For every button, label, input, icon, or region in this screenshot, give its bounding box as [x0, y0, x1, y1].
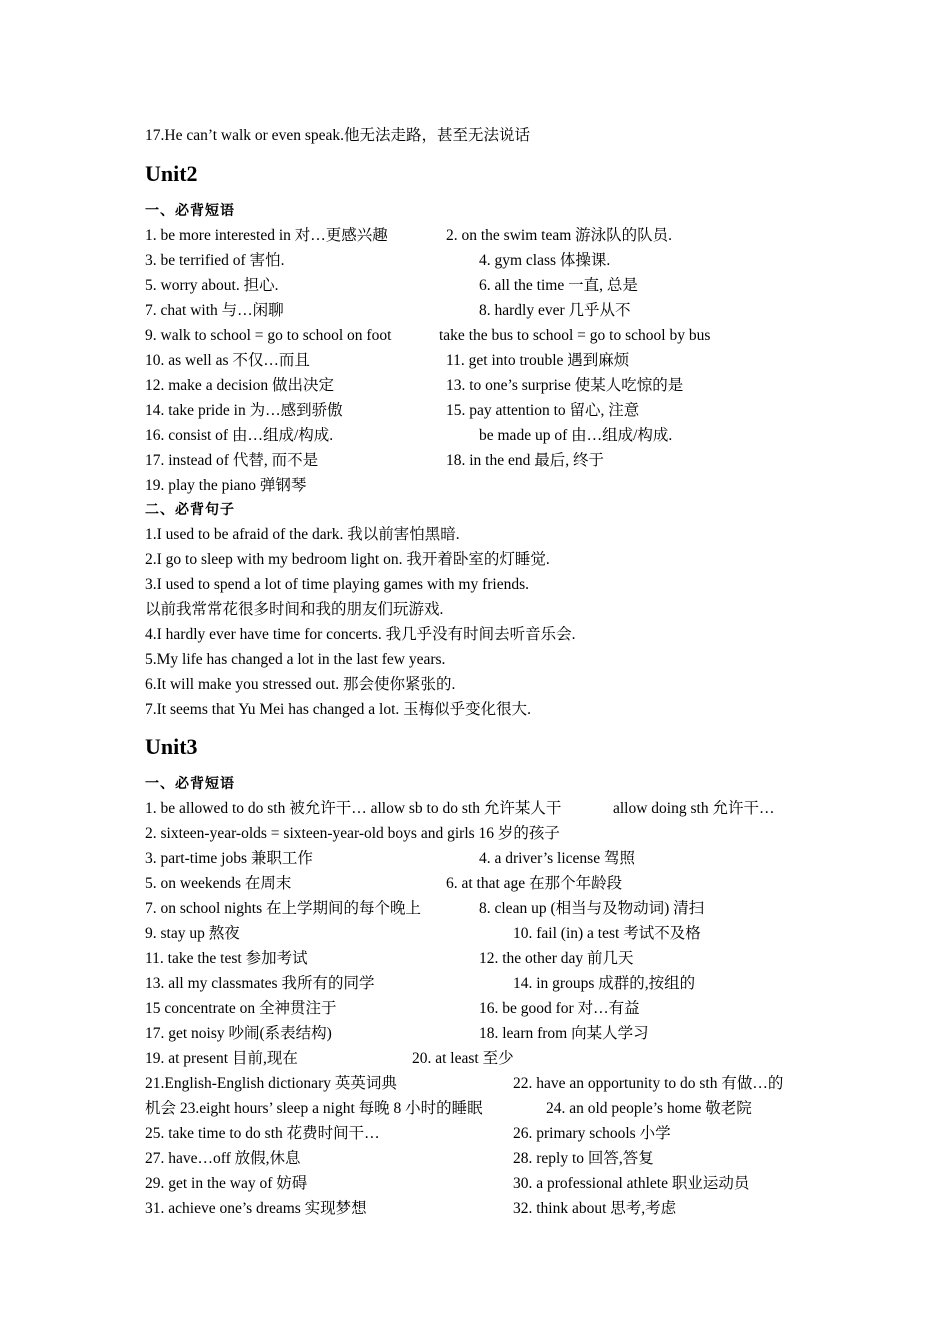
unit2-sentences-heading: 二、必背句子: [145, 502, 235, 518]
phrase-right: 8. clean up (相当与及物动词) 清扫: [479, 900, 705, 917]
phrase-left: 11. take the test 参加考试: [145, 950, 308, 967]
phrase-left: 25. take time to do sth 花费时间干…: [145, 1125, 380, 1142]
unit2-phrase-row: [145, 276, 638, 296]
phrase-left: 5. worry about. 担心.: [145, 277, 279, 294]
phrase-left: 19. play the piano 弹钢琴: [145, 477, 307, 494]
unit2-phrase-row: [145, 226, 673, 246]
unit3-phrase-row: [145, 1049, 514, 1069]
phrase-right: 6. at that age 在那个年龄段: [446, 875, 623, 892]
phrase-left: 16. consist of 由…组成/构成.: [145, 427, 334, 444]
unit3-phrase-row: [145, 899, 705, 919]
intro-sentence: 17.He can’t walk or even speak.他无法走路，甚至无法说话: [145, 127, 530, 144]
unit3-phrase-row: [145, 1024, 649, 1044]
unit3-phrase-row: [145, 849, 635, 869]
phrase-right: 24. an old people’s home 敬老院: [546, 1100, 752, 1117]
phrase-left: 1. be allowed to do sth 被允许干… allow sb to do sth 允许某人干: [145, 800, 562, 817]
unit2-phrase-row: [145, 401, 640, 421]
unit2-phrase-row: [145, 301, 631, 321]
phrase-right: 32. think about 思考,考虑: [513, 1200, 677, 1217]
phrase-left: 9. walk to school = go to school on foot: [145, 327, 392, 344]
unit2-phrase-row: [145, 451, 604, 471]
unit2-sentence: 1.I used to be afraid of the dark. 我以前害怕黑暗.: [145, 526, 460, 543]
phrase-left: 31. achieve one’s dreams 实现梦想: [145, 1200, 367, 1217]
phrase-left: 3. part-time jobs 兼职工作: [145, 850, 313, 867]
phrase-right: be made up of 由…组成/构成.: [479, 427, 673, 444]
phrase-right: 16. be good for 对…有益: [479, 1000, 640, 1017]
phrase-left: 10. as well as 不仅…而且: [145, 352, 310, 369]
phrase-right: allow doing sth 允许干…: [613, 800, 775, 817]
phrase-left: 1. be more interested in 对…更感兴趣: [145, 227, 388, 244]
phrase-right: 18. in the end 最后, 终于: [446, 452, 604, 469]
unit2-title: Unit2: [145, 161, 198, 186]
phrase-right: 26. primary schools 小学: [513, 1125, 671, 1142]
unit2-sentence: 7.It seems that Yu Mei has changed a lot. 玉梅似乎变化很大.: [145, 701, 532, 718]
phrase-right: 10. fail (in) a test 考试不及格: [513, 925, 701, 942]
phrase-right: 11. get into trouble 遇到麻烦: [446, 352, 630, 369]
unit3-phrase-row: [145, 1149, 654, 1169]
phrase-right: 8. hardly ever 几乎从不: [479, 302, 631, 319]
unit3-phrase-row: [145, 974, 696, 994]
unit3-phrase-row: [145, 1074, 784, 1094]
unit2-sentence: 6.It will make you stressed out. 那会使你紧张的.: [145, 676, 456, 693]
unit3-phrase-row: [145, 1099, 752, 1119]
unit2-sentence: 4.I hardly ever have time for concerts. 我几乎没有时间去听音乐会.: [145, 626, 576, 643]
unit2-phrases-heading: 一、必背短语: [145, 203, 235, 219]
unit2-phrase-row: [145, 426, 673, 446]
phrase-right: 4. a driver’s license 驾照: [479, 850, 635, 867]
unit3-phrase-row: [145, 1174, 750, 1194]
phrase-left: 29. get in the way of 妨碍: [145, 1175, 308, 1192]
phrase-right: 13. to one’s surprise 使某人吃惊的是: [446, 377, 684, 394]
unit3-phrase-row: [145, 824, 560, 844]
unit2-phrase-row: [145, 476, 306, 496]
phrase-left: 15 concentrate on 全神贯注于: [145, 1000, 337, 1017]
phrase-left: 13. all my classmates 我所有的同学: [145, 975, 375, 992]
unit2-phrase-row: [145, 351, 630, 371]
phrase-right: 12. the other day 前几天: [479, 950, 634, 967]
phrase-right: 6. all the time 一直, 总是: [479, 277, 638, 294]
phrase-right: take the bus to school = go to school by bus: [439, 327, 711, 344]
phrase-right: 18. learn from 向某人学习: [479, 1025, 649, 1042]
phrase-left: 17. instead of 代替, 而不是: [145, 452, 319, 469]
unit3-phrase-row: [145, 1199, 677, 1219]
phrase-left: 14. take pride in 为…感到骄傲: [145, 402, 343, 419]
phrase-left: 19. at present 目前,现在: [145, 1050, 298, 1067]
unit3-phrase-row: [145, 874, 623, 894]
phrase-left: 7. chat with 与…闲聊: [145, 302, 284, 319]
phrase-right: 22. have an opportunity to do sth 有做…的: [513, 1075, 784, 1092]
unit2-sentence: 以前我常常花很多时间和我的朋友们玩游戏.: [145, 601, 444, 618]
phrase-left: 12. make a decision 做出决定: [145, 377, 334, 394]
unit2-sentence: 5.My life has changed a lot in the last few years.: [145, 651, 446, 668]
unit2-sentence: 3.I used to spend a lot of time playing games with my friends.: [145, 576, 529, 593]
phrase-left: 机会 23.eight hours’ sleep a night 每晚 8 小时的睡眠: [145, 1100, 483, 1117]
phrase-right: 2. on the swim team 游泳队的队员.: [446, 227, 673, 244]
phrase-left: 3. be terrified of 害怕.: [145, 252, 285, 269]
phrase-left: 21.English-English dictionary 英英词典: [145, 1075, 397, 1092]
unit3-phrase-row: [145, 924, 701, 944]
phrase-left: 17. get noisy 吵闹(系表结构): [145, 1025, 332, 1042]
phrase-right: 4. gym class 体操课.: [479, 252, 611, 269]
phrase-left: 2. sixteen-year-olds = sixteen-year-old boys and girls 16 岁的孩子: [145, 825, 560, 842]
phrase-left: 7. on school nights 在上学期间的每个晚上: [145, 900, 421, 917]
phrase-right: 30. a professional athlete 职业运动员: [513, 1175, 750, 1192]
unit2-phrase-row: [145, 251, 611, 271]
unit3-phrases-heading: 一、必背短语: [145, 776, 235, 792]
phrase-right: 20. at least 至少: [412, 1050, 514, 1067]
unit3-phrase-row: [145, 999, 640, 1019]
phrase-left: 5. on weekends 在周末: [145, 875, 292, 892]
phrase-right: 28. reply to 回答,答复: [513, 1150, 654, 1167]
unit2-sentence: 2.I go to sleep with my bedroom light on. 我开着卧室的灯睡觉.: [145, 551, 550, 568]
phrase-right: 14. in groups 成群的,按组的: [513, 975, 696, 992]
unit2-phrase-row: [145, 376, 684, 396]
phrase-left: 27. have…off 放假,休息: [145, 1150, 301, 1167]
unit3-phrase-row: [145, 949, 634, 969]
phrase-left: 9. stay up 熬夜: [145, 925, 240, 942]
phrase-right: 15. pay attention to 留心, 注意: [446, 402, 640, 419]
unit3-title: Unit3: [145, 734, 198, 759]
unit3-phrase-row: [145, 1124, 671, 1144]
unit3-phrase-row: [145, 799, 775, 819]
unit2-phrase-row: [145, 326, 711, 346]
